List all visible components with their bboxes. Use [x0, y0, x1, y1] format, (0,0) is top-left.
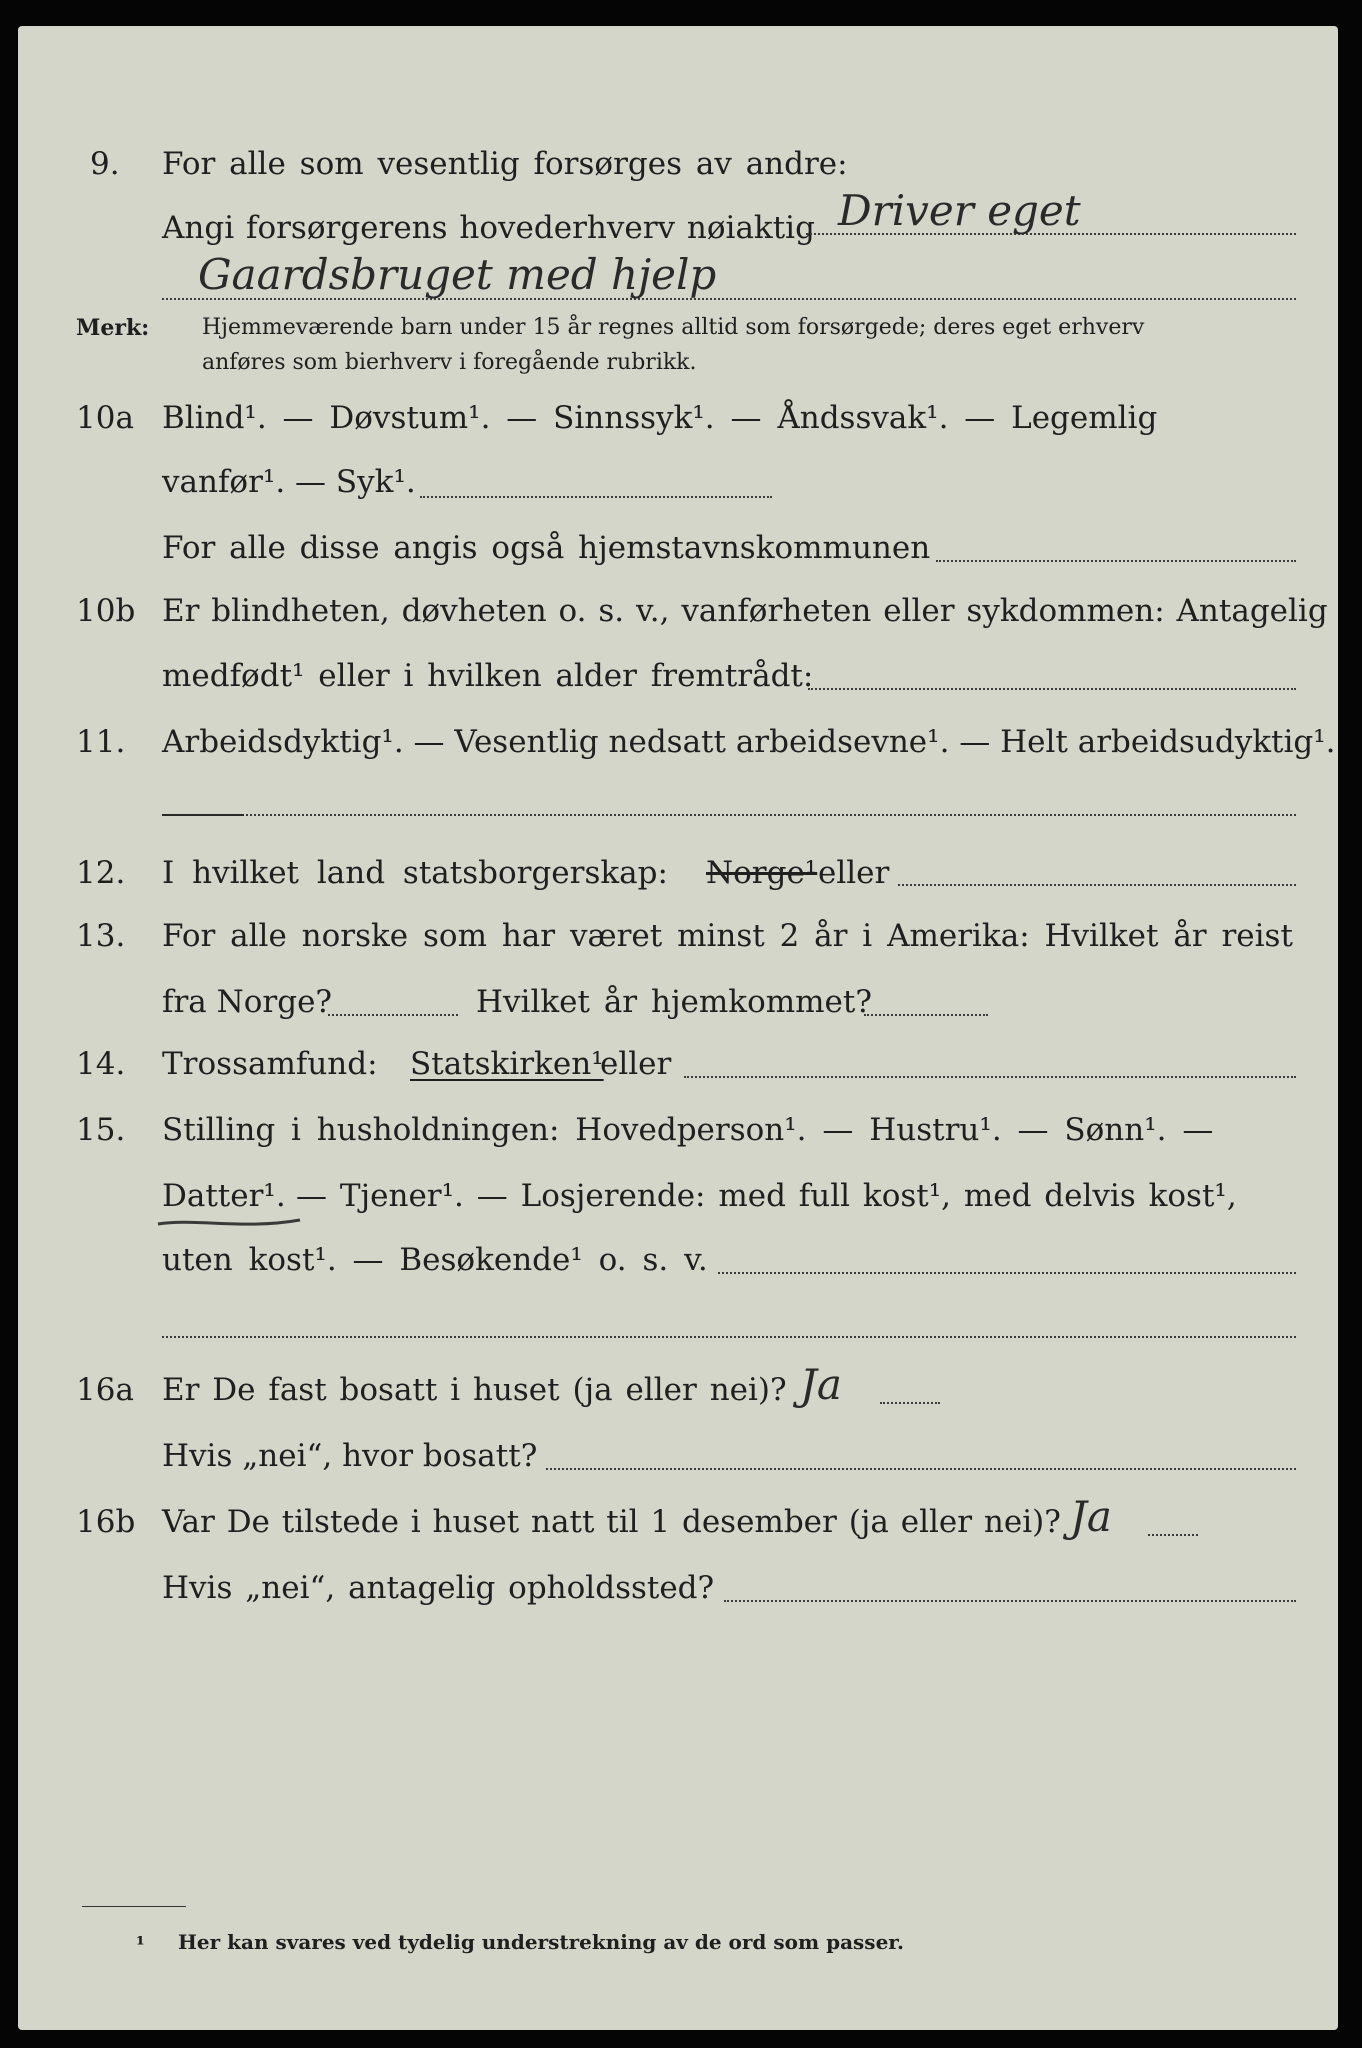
q9-line2: Angi forsørgerens hovederhverv nøiaktig — [162, 210, 815, 246]
q15-extra-line — [162, 1336, 1296, 1338]
q16b-line2: Hvis „nei“, antagelig opholdssted? — [162, 1570, 715, 1606]
merk-label: Merk: — [76, 315, 150, 341]
q12-answer-line — [898, 884, 1296, 886]
q16a-line2: Hvis „nei“, hvor bosatt? — [162, 1438, 538, 1474]
q12-text: I hvilket land statsborgerskap: — [162, 855, 668, 891]
q16a-handwritten-answer: Ja — [800, 1360, 842, 1409]
footnote-text: Her kan svares ved tydelig understrekning av de ord som passer. — [178, 1930, 904, 1954]
q12-choice-norge: Norge¹ — [706, 855, 818, 891]
q14-number: 14. — [76, 1046, 126, 1082]
q16b-opholdssted-line — [724, 1600, 1296, 1602]
q10a-syk-line — [420, 496, 772, 498]
q12-rest: eller — [818, 855, 890, 891]
q9-handwritten-answer-2: Gaardsbruget med hjelp — [198, 250, 717, 299]
q15-line1: Stilling i husholdningen: Hovedperson¹. — Hustru¹. — Sønn¹. — — [162, 1112, 1214, 1148]
q15-datter-handwritten-underline — [154, 1212, 304, 1232]
q10a-line3: For alle disse angis også hjemstavnskommunen — [162, 530, 931, 566]
q13-line1: For alle norske som har været minst 2 år i Amerika: Hvilket år reist — [162, 918, 1293, 954]
q10a-line1: Blind¹. — Døvstum¹. — Sinnssyk¹. — Åndssvak¹. — Legemlig — [162, 400, 1158, 436]
q16a-answer-line — [880, 1402, 940, 1404]
q9-number: 9. — [90, 146, 120, 182]
q10a-number: 10a — [76, 400, 134, 436]
q11-number: 11. — [76, 724, 126, 760]
q13-hjemkommet-line — [864, 1014, 988, 1016]
q10b-line1: Er blindheten, døvheten o. s. v., vanførheten eller sykdommen: Antagelig — [162, 593, 1328, 629]
q16b-number: 16b — [76, 1504, 136, 1540]
q14-choice-statskirken: Statskirken¹ — [410, 1046, 604, 1082]
census-form-page — [18, 26, 1338, 2030]
footnote-rule — [82, 1906, 186, 1907]
merk-line2: anføres som bierhverv i foregående rubrikk. — [202, 350, 697, 375]
merk-line1: Hjemmeværende barn under 15 år regnes alltid som forsørgede; deres eget erhverv — [202, 315, 1145, 340]
q16a-bosatt-line — [546, 1468, 1296, 1470]
q13-reist-line — [328, 1014, 458, 1016]
q15-number: 15. — [76, 1112, 126, 1148]
q16b-answer-line — [1148, 1534, 1198, 1536]
q15-line3: uten kost¹. — Besøkende¹ o. s. v. — [162, 1242, 708, 1278]
q10b-line2: medfødt¹ eller i hvilken alder fremtrådt: — [162, 658, 814, 694]
q15-line3-answer — [718, 1272, 1296, 1274]
q15-choice-datter: Datter¹. — [162, 1178, 286, 1214]
q10b-answer-line — [808, 688, 1296, 690]
q14-text: Trossamfund: — [162, 1046, 378, 1082]
q14-answer-line — [684, 1076, 1296, 1078]
q10b-number: 10b — [76, 593, 136, 629]
q13-number: 13. — [76, 918, 126, 954]
q11-answer-line — [246, 814, 1296, 816]
q16b-handwritten-answer: Ja — [1070, 1492, 1112, 1541]
q11-dash — [162, 814, 244, 816]
q13-line2a: fra Norge? — [162, 984, 333, 1020]
q13-line2b: Hvilket år hjemkommet? — [476, 984, 872, 1020]
q9-line1: For alle som vesentlig forsørges av andre: — [162, 146, 848, 182]
q9-handwritten-answer-1: Driver eget — [838, 186, 1081, 235]
q15-line2-rest: — Tjener¹. — Losjerende: med full kost¹, med delvis kost¹, — [296, 1178, 1237, 1214]
q16a-line1: Er De fast bosatt i huset (ja eller nei)? — [162, 1372, 787, 1408]
q16b-line1: Var De tilstede i huset natt til 1 desember (ja eller nei)? — [162, 1504, 1061, 1540]
q10a-line2: vanfør¹. — Syk¹. — [162, 464, 416, 500]
q14-rest: eller — [600, 1046, 672, 1082]
footnote-mark: ¹ — [136, 1932, 145, 1956]
q11-line1: Arbeidsdyktig¹. — Vesentlig nedsatt arbeidsevne¹. — Helt arbeidsudyktig¹. — [162, 724, 1336, 760]
q12-number: 12. — [76, 855, 126, 891]
q16a-number: 16a — [76, 1372, 134, 1408]
q10a-hjemstavn-line — [936, 560, 1296, 562]
